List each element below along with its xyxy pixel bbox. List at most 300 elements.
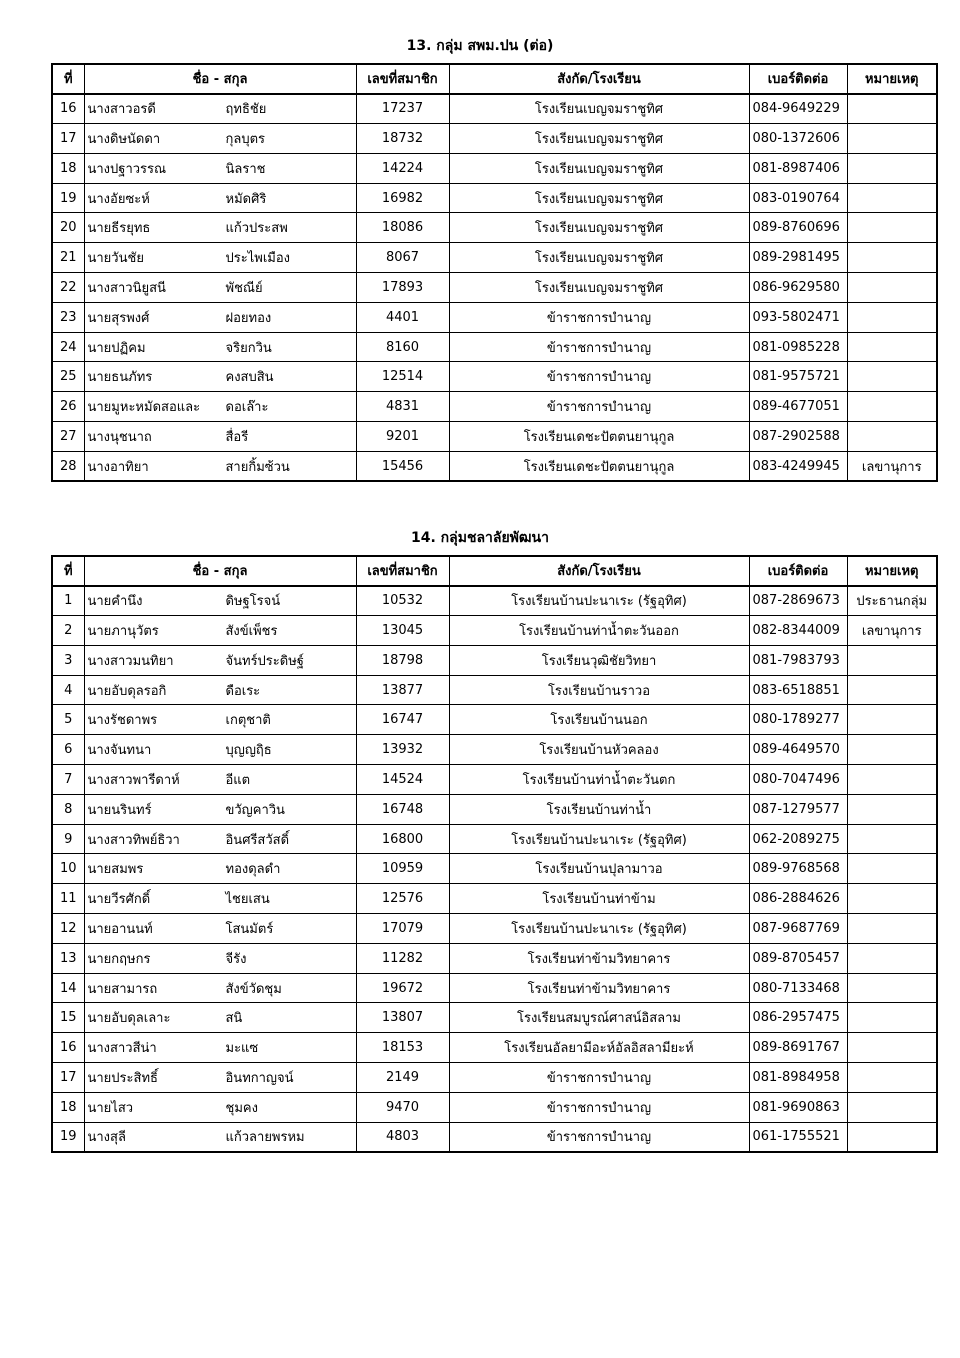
cell-phone: 080-1789277 [749, 705, 847, 735]
cell-school: ข้าราชการบำนาญ [449, 362, 749, 392]
last-name: ดิษฐโรจน์ [225, 594, 281, 610]
cell-name [84, 586, 356, 616]
cell-note [847, 1122, 937, 1152]
cell-member-no: 16747 [356, 705, 449, 735]
cell-school: โรงเรียนบ้านนอก [449, 705, 749, 735]
cell-no: 19 [52, 183, 84, 213]
table-row [52, 1003, 937, 1033]
cell-member-no: 8160 [356, 332, 449, 362]
cell-school: โรงเรียนบ้านท่าข้าม [449, 884, 749, 914]
header-name: ชื่อ - สกุล [84, 556, 356, 586]
cell-no: 14 [52, 973, 84, 1003]
cell-no: 22 [52, 273, 84, 303]
table-row [52, 451, 937, 481]
cell-school: โรงเรียนเบญจมราชูทิศ [449, 183, 749, 213]
cell-name [84, 675, 356, 705]
cell-name [84, 1033, 356, 1063]
last-name: ฤทธิชัย [225, 102, 267, 118]
last-name: สังข์วัดชุม [225, 981, 282, 997]
cell-no: 6 [52, 735, 84, 765]
cell-phone: 089-8760696 [749, 213, 847, 243]
cell-name [84, 616, 356, 646]
cell-note [847, 884, 937, 914]
cell-phone: 081-9575721 [749, 362, 847, 392]
cell-phone: 080-1372606 [749, 124, 847, 154]
cell-member-no: 12576 [356, 884, 449, 914]
cell-school: โรงเรียนอัลยามีอะห์อัลอิสลามียะห์ [449, 1033, 749, 1063]
cell-note [847, 422, 937, 452]
last-name: ไชยเสน [225, 892, 270, 908]
cell-no: 25 [52, 362, 84, 392]
cell-phone: 081-8987406 [749, 153, 847, 183]
section-title: 13. กลุ่ม สพม.ปน (ต่อ) [406, 38, 554, 54]
last-name: ขวัญคาวิน [225, 802, 285, 818]
cell-school: โรงเรียนท่าข้ามวิทยาคาร [449, 973, 749, 1003]
table-row [52, 675, 937, 705]
last-name: บุญญฤิธ [225, 743, 272, 759]
cell-note [847, 794, 937, 824]
cell-note [847, 705, 937, 735]
cell-member-no: 16982 [356, 183, 449, 213]
cell-name [84, 854, 356, 884]
header-note: หมายเหตุ [847, 64, 937, 94]
cell-name [84, 213, 356, 243]
cell-note: ประธานกลุ่ม [847, 586, 937, 616]
cell-member-no: 10532 [356, 586, 449, 616]
table-row [52, 586, 937, 616]
cell-phone: 083-6518851 [749, 675, 847, 705]
cell-school: ข้าราชการบำนาญ [449, 1063, 749, 1093]
first-name: นายกฤษกร [87, 951, 151, 967]
cell-phone: 083-4249945 [749, 451, 847, 481]
last-name: อินศรีสวัสดิ์ [225, 832, 290, 848]
cell-phone: 081-8984958 [749, 1063, 847, 1093]
table-row [52, 824, 937, 854]
cell-phone: 089-4649570 [749, 735, 847, 765]
cell-phone: 081-0985228 [749, 332, 847, 362]
table-row [52, 362, 937, 392]
cell-member-no: 18086 [356, 213, 449, 243]
cell-note [847, 183, 937, 213]
cell-no: 2 [52, 616, 84, 646]
first-name: นางอาทิยา [87, 459, 149, 475]
cell-phone: 084-9649229 [749, 94, 847, 124]
cell-school: ข้าราชการบำนาญ [449, 1122, 749, 1152]
cell-phone: 089-2981495 [749, 243, 847, 273]
cell-school: โรงเรียนเบญจมราชูทิศ [449, 94, 749, 124]
first-name: นายไสว [87, 1100, 134, 1116]
cell-phone: 062-2089275 [749, 824, 847, 854]
header-school: สังกัด/โรงเรียน [449, 64, 749, 94]
cell-school: ข้าราชการบำนาญ [449, 392, 749, 422]
header-note: หมายเหตุ [847, 556, 937, 586]
last-name: อินทกาญจน์ [225, 1070, 294, 1086]
cell-note [847, 94, 937, 124]
cell-school: ข้าราชการบำนาญ [449, 302, 749, 332]
table-row [52, 794, 937, 824]
cell-name [84, 914, 356, 944]
cell-phone: 089-8705457 [749, 943, 847, 973]
cell-name [84, 824, 356, 854]
cell-school: ข้าราชการบำนาญ [449, 332, 749, 362]
cell-no: 26 [52, 392, 84, 422]
cell-school: โรงเรียนท่าข้ามวิทยาคาร [449, 943, 749, 973]
cell-no: 1 [52, 586, 84, 616]
cell-name [84, 884, 356, 914]
table-row [52, 243, 937, 273]
first-name: นายนรินทร์ [87, 802, 152, 818]
first-name: นางสาวพารีดาห์ [87, 772, 180, 788]
cell-no: 7 [52, 765, 84, 795]
cell-name [84, 1003, 356, 1033]
cell-name [84, 153, 356, 183]
cell-name [84, 362, 356, 392]
cell-name [84, 705, 356, 735]
cell-name [84, 94, 356, 124]
cell-school: โรงเรียนบ้านราวอ [449, 675, 749, 705]
cell-no: 20 [52, 213, 84, 243]
cell-note [847, 1092, 937, 1122]
cell-school: โรงเรียนวุฒิชัยวิทยา [449, 645, 749, 675]
cell-note [847, 124, 937, 154]
roster-table [51, 555, 938, 1153]
cell-note [847, 1033, 937, 1063]
cell-no: 5 [52, 705, 84, 735]
table-row [52, 973, 937, 1003]
cell-phone: 087-2869673 [749, 586, 847, 616]
cell-member-no: 18732 [356, 124, 449, 154]
cell-name [84, 645, 356, 675]
cell-no: 11 [52, 884, 84, 914]
cell-member-no: 15456 [356, 451, 449, 481]
first-name: นางสุลี [87, 1130, 126, 1146]
table-row [52, 735, 937, 765]
cell-no: 23 [52, 302, 84, 332]
cell-school: โรงเรียนบ้านปะนาเระ (รัฐอุทิศ) [449, 824, 749, 854]
cell-phone: 086-9629580 [749, 273, 847, 303]
header-name: ชื่อ - สกุล [84, 64, 356, 94]
first-name: นายธีรยุทธ [87, 221, 151, 237]
table-row [52, 183, 937, 213]
first-name: นายมูหะหมัดสอและ [87, 400, 201, 416]
cell-name [84, 794, 356, 824]
cell-note [847, 645, 937, 675]
first-name: นางอัยซะห์ [87, 191, 150, 207]
cell-note [847, 1063, 937, 1093]
cell-no: 9 [52, 824, 84, 854]
cell-member-no: 19672 [356, 973, 449, 1003]
first-name: นางสาวอรดี [87, 102, 156, 118]
cell-note [847, 675, 937, 705]
cell-school: โรงเรียนเดชะปัตตนยานุกูล [449, 451, 749, 481]
cell-member-no: 11282 [356, 943, 449, 973]
table-row [52, 302, 937, 332]
first-name: นางนุชนาถ [87, 429, 152, 445]
first-name: นายอานนท์ [87, 921, 153, 937]
cell-school: ข้าราชการบำนาญ [449, 1092, 749, 1122]
cell-name [84, 422, 356, 452]
cell-name [84, 1092, 356, 1122]
cell-member-no: 17893 [356, 273, 449, 303]
last-name: แก้วลายพรหม [225, 1130, 305, 1146]
first-name: นายวันชัย [87, 251, 144, 267]
cell-no: 24 [52, 332, 84, 362]
cell-member-no: 18153 [356, 1033, 449, 1063]
cell-no: 21 [52, 243, 84, 273]
cell-no: 19 [52, 1122, 84, 1152]
cell-note [847, 943, 937, 973]
table-row [52, 943, 937, 973]
cell-member-no: 17079 [356, 914, 449, 944]
cell-member-no: 13877 [356, 675, 449, 705]
last-name: คงสบสิน [225, 370, 274, 386]
cell-phone: 061-1755521 [749, 1122, 847, 1152]
cell-phone: 080-7133468 [749, 973, 847, 1003]
table-row [52, 645, 937, 675]
cell-no: 18 [52, 1092, 84, 1122]
cell-phone: 087-2902588 [749, 422, 847, 452]
last-name: พัชณีย์ [225, 280, 263, 296]
cell-member-no: 14224 [356, 153, 449, 183]
cell-member-no: 18798 [356, 645, 449, 675]
table-row [52, 273, 937, 303]
first-name: นายวีรศักดิ์ [87, 892, 151, 908]
table-header-row [52, 556, 937, 586]
cell-note [847, 153, 937, 183]
cell-school: โรงเรียนบ้านหัวคลอง [449, 735, 749, 765]
first-name: นายอับดุลเลาะ [87, 1011, 171, 1027]
last-name: จริยกวิน [225, 340, 272, 356]
cell-note [847, 243, 937, 273]
cell-school: โรงเรียนเบญจมราชูทิศ [449, 153, 749, 183]
cell-note [847, 765, 937, 795]
cell-school: โรงเรียนบ้านท่าน้ำ [449, 794, 749, 824]
cell-name [84, 332, 356, 362]
first-name: นายคำนึง [87, 594, 143, 610]
last-name: สังข์เพ็ชร [225, 623, 278, 639]
last-name: สื่อรี [225, 429, 249, 445]
last-name: เกตุชาติ [225, 713, 271, 729]
header-tel: เบอร์ติดต่อ [749, 556, 847, 586]
cell-phone: 093-5802471 [749, 302, 847, 332]
cell-school: โรงเรียนบ้านท่าน้ำตะวันตก [449, 765, 749, 795]
header-no: ที่ [52, 64, 84, 94]
last-name: แก้วประสพ [225, 221, 288, 237]
cell-no: 3 [52, 645, 84, 675]
cell-no: 13 [52, 943, 84, 973]
first-name: นายปฏิคม [87, 340, 146, 356]
cell-note [847, 273, 937, 303]
cell-note [847, 824, 937, 854]
first-name: นายสุรพงศ์ [87, 310, 150, 326]
cell-phone: 083-0190764 [749, 183, 847, 213]
last-name: จีรัง [225, 951, 247, 967]
cell-phone: 087-9687769 [749, 914, 847, 944]
cell-member-no: 13932 [356, 735, 449, 765]
cell-member-no: 12514 [356, 362, 449, 392]
cell-no: 18 [52, 153, 84, 183]
header-member: เลขที่สมาชิก [356, 556, 449, 586]
cell-note: เลขานุการ [847, 616, 937, 646]
cell-no: 17 [52, 1063, 84, 1093]
cell-no: 27 [52, 422, 84, 452]
table-row [52, 392, 937, 422]
cell-no: 28 [52, 451, 84, 481]
last-name: อีแต [225, 772, 251, 788]
cell-no: 15 [52, 1003, 84, 1033]
cell-member-no: 13045 [356, 616, 449, 646]
table-row [52, 1092, 937, 1122]
table-row [52, 422, 937, 452]
first-name: นางปฐาวรรณ [87, 161, 167, 177]
roster-table [51, 63, 938, 482]
last-name: สายกิ้มซ้วน [225, 459, 290, 475]
first-name: นายประสิทธิ์ [87, 1070, 158, 1086]
cell-no: 17 [52, 124, 84, 154]
last-name: มะแซ [225, 1041, 259, 1057]
header-tel: เบอร์ติดต่อ [749, 64, 847, 94]
last-name: ฝอยทอง [225, 310, 272, 326]
cell-note [847, 302, 937, 332]
last-name: โสนมัตร์ [225, 921, 274, 937]
cell-school: โรงเรียนบ้านท่าน้ำตะวันออก [449, 616, 749, 646]
cell-member-no: 16800 [356, 824, 449, 854]
cell-school: โรงเรียนเดชะปัตตนยานุกูล [449, 422, 749, 452]
table-row [52, 124, 937, 154]
table-row [52, 705, 937, 735]
cell-phone: 081-9690863 [749, 1092, 847, 1122]
cell-school: โรงเรียนสมบูรณ์ศาสน์อิสลาม [449, 1003, 749, 1033]
cell-phone: 080-7047496 [749, 765, 847, 795]
cell-name [84, 1122, 356, 1152]
table-row [52, 765, 937, 795]
cell-school: โรงเรียนบ้านปุลามาวอ [449, 854, 749, 884]
cell-member-no: 4401 [356, 302, 449, 332]
cell-name [84, 735, 356, 765]
first-name: นายภานุวัตร [87, 623, 159, 639]
cell-school: โรงเรียนเบญจมราชูทิศ [449, 243, 749, 273]
first-name: นางสาวนิยูสนี [87, 280, 166, 296]
cell-school: โรงเรียนบ้านปะนาเระ (รัฐอุทิศ) [449, 914, 749, 944]
cell-name [84, 973, 356, 1003]
cell-no: 8 [52, 794, 84, 824]
cell-note [847, 973, 937, 1003]
cell-note: เลขานุการ [847, 451, 937, 481]
cell-note [847, 213, 937, 243]
table-row [52, 616, 937, 646]
last-name: ดือเระ [225, 683, 261, 699]
first-name: นายสมพร [87, 862, 144, 878]
cell-member-no: 9201 [356, 422, 449, 452]
cell-note [847, 914, 937, 944]
cell-name [84, 243, 356, 273]
cell-member-no: 14524 [356, 765, 449, 795]
cell-member-no: 2149 [356, 1063, 449, 1093]
first-name: นายธนภัทร [87, 370, 153, 386]
cell-no: 4 [52, 675, 84, 705]
last-name: จันทร์ประดิษฐ์ [225, 653, 304, 669]
cell-no: 16 [52, 1033, 84, 1063]
cell-member-no: 10959 [356, 854, 449, 884]
cell-member-no: 4831 [356, 392, 449, 422]
first-name: นายสามารถ [87, 981, 158, 997]
cell-name [84, 302, 356, 332]
cell-school: โรงเรียนเบญจมราชูทิศ [449, 124, 749, 154]
cell-note [847, 735, 937, 765]
first-name: นางดิษนัดดา [87, 131, 161, 147]
first-name: นางสาวสีน่า [87, 1041, 157, 1057]
cell-name [84, 943, 356, 973]
section-title: 14. กลุ่มชลาลัยพัฒนา [411, 530, 549, 546]
cell-name [84, 392, 356, 422]
cell-name [84, 273, 356, 303]
cell-phone: 081-7983793 [749, 645, 847, 675]
last-name: ประไพเมือง [225, 251, 290, 267]
table-row [52, 94, 937, 124]
header-no: ที่ [52, 556, 84, 586]
cell-phone: 082-8344009 [749, 616, 847, 646]
table-row [52, 213, 937, 243]
cell-member-no: 4803 [356, 1122, 449, 1152]
cell-no: 16 [52, 94, 84, 124]
cell-member-no: 13807 [356, 1003, 449, 1033]
table-header-row [52, 64, 937, 94]
cell-member-no: 8067 [356, 243, 449, 273]
cell-note [847, 1003, 937, 1033]
cell-note [847, 362, 937, 392]
cell-phone: 086-2884626 [749, 884, 847, 914]
table-row [52, 854, 937, 884]
table-row [52, 1033, 937, 1063]
cell-name [84, 451, 356, 481]
last-name: หมัดศิริ [225, 191, 267, 207]
first-name: นางสาวมนทิยา [87, 653, 174, 669]
last-name: ชุมคง [225, 1100, 258, 1116]
cell-note [847, 392, 937, 422]
cell-school: โรงเรียนเบญจมราชูทิศ [449, 213, 749, 243]
cell-school: โรงเรียนเบญจมราชูทิศ [449, 273, 749, 303]
cell-name [84, 124, 356, 154]
cell-member-no: 17237 [356, 94, 449, 124]
table-row [52, 914, 937, 944]
header-school: สังกัด/โรงเรียน [449, 556, 749, 586]
cell-phone: 089-4677051 [749, 392, 847, 422]
last-name: สนิ [225, 1011, 243, 1027]
last-name: ทองดุลดำ [225, 862, 281, 878]
last-name: กุลบุตร [225, 131, 266, 147]
cell-name [84, 1063, 356, 1093]
cell-name [84, 765, 356, 795]
table-row [52, 1122, 937, 1152]
cell-no: 12 [52, 914, 84, 944]
table-row [52, 884, 937, 914]
first-name: นายอับดุลรอกิ [87, 683, 167, 699]
header-member: เลขที่สมาชิก [356, 64, 449, 94]
table-row [52, 1063, 937, 1093]
table-row [52, 153, 937, 183]
cell-note [847, 854, 937, 884]
cell-phone: 086-2957475 [749, 1003, 847, 1033]
cell-name [84, 183, 356, 213]
cell-note [847, 332, 937, 362]
first-name: นางรัชดาพร [87, 713, 158, 729]
cell-member-no: 9470 [356, 1092, 449, 1122]
cell-member-no: 16748 [356, 794, 449, 824]
cell-phone: 089-8691767 [749, 1033, 847, 1063]
last-name: ดอเล๊าะ [225, 400, 269, 416]
first-name: นางจันทนา [87, 743, 152, 759]
cell-no: 10 [52, 854, 84, 884]
